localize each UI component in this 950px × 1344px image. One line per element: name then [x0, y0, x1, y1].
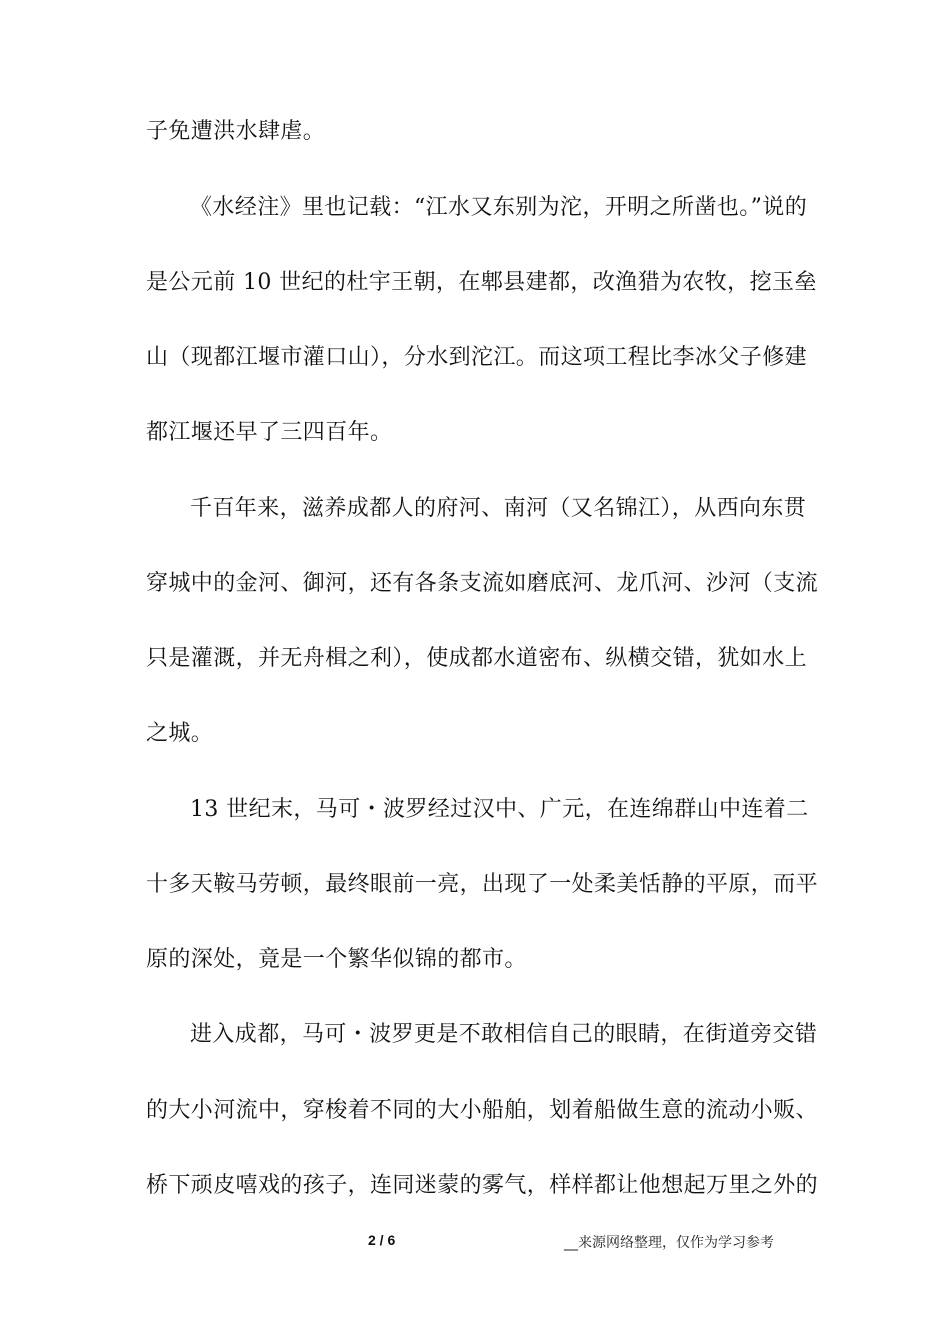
text-line: 13 世纪末，马可・波罗经过汉中、广元，在连绵群山中连着二 [190, 797, 809, 822]
text-line: 十多天鞍马劳顿，最终眼前一亮，出现了一处柔美恬静的平原，而平 [146, 872, 819, 897]
text-line: 千百年来，滋养成都人的府河、南河（又名锦江），从西向东贯 [190, 496, 807, 521]
page-number: 2 / 6 [368, 1232, 396, 1248]
text-line: 的大小河流中，穿梭着不同的大小船舶，划着船做生意的流动小贩、 [146, 1098, 819, 1123]
text-line: 子免遭洪水肆虐。 [146, 119, 326, 144]
footer-note: __来源网络整理，仅作为学习参考 [564, 1235, 774, 1251]
text-line: 都江堰还早了三四百年。 [146, 420, 393, 445]
text-line: 穿城中的金河、御河，还有各条支流如磨底河、龙爪河、沙河（支流 [146, 571, 819, 596]
text-line: 《水经注》里也记载：“江水又东别为沱，开明之所凿也。”说的 [190, 195, 808, 220]
text-line: 之城。 [146, 721, 214, 746]
text-line: 是公元前 10 世纪的杜宇王朝，在郫县建都，改渔猎为农牧，挖玉垒 [146, 270, 817, 295]
text-line: 桥下顽皮嘻戏的孩子，连同迷蒙的雾气，样样都让他想起万里之外的 [146, 1173, 819, 1198]
text-line: 只是灌溉，并无舟楫之利），使成都水道密布、纵横交错，犹如水上 [146, 646, 808, 671]
text-line: 山（现都江堰市灌口山），分水到沱江。而这项工程比李冰父子修建 [146, 345, 808, 370]
text-line: 原的深处，竟是一个繁华似锦的都市。 [146, 947, 527, 972]
text-line: 进入成都，马可・波罗更是不敢相信自己的眼睛，在街道旁交错 [190, 1022, 818, 1047]
